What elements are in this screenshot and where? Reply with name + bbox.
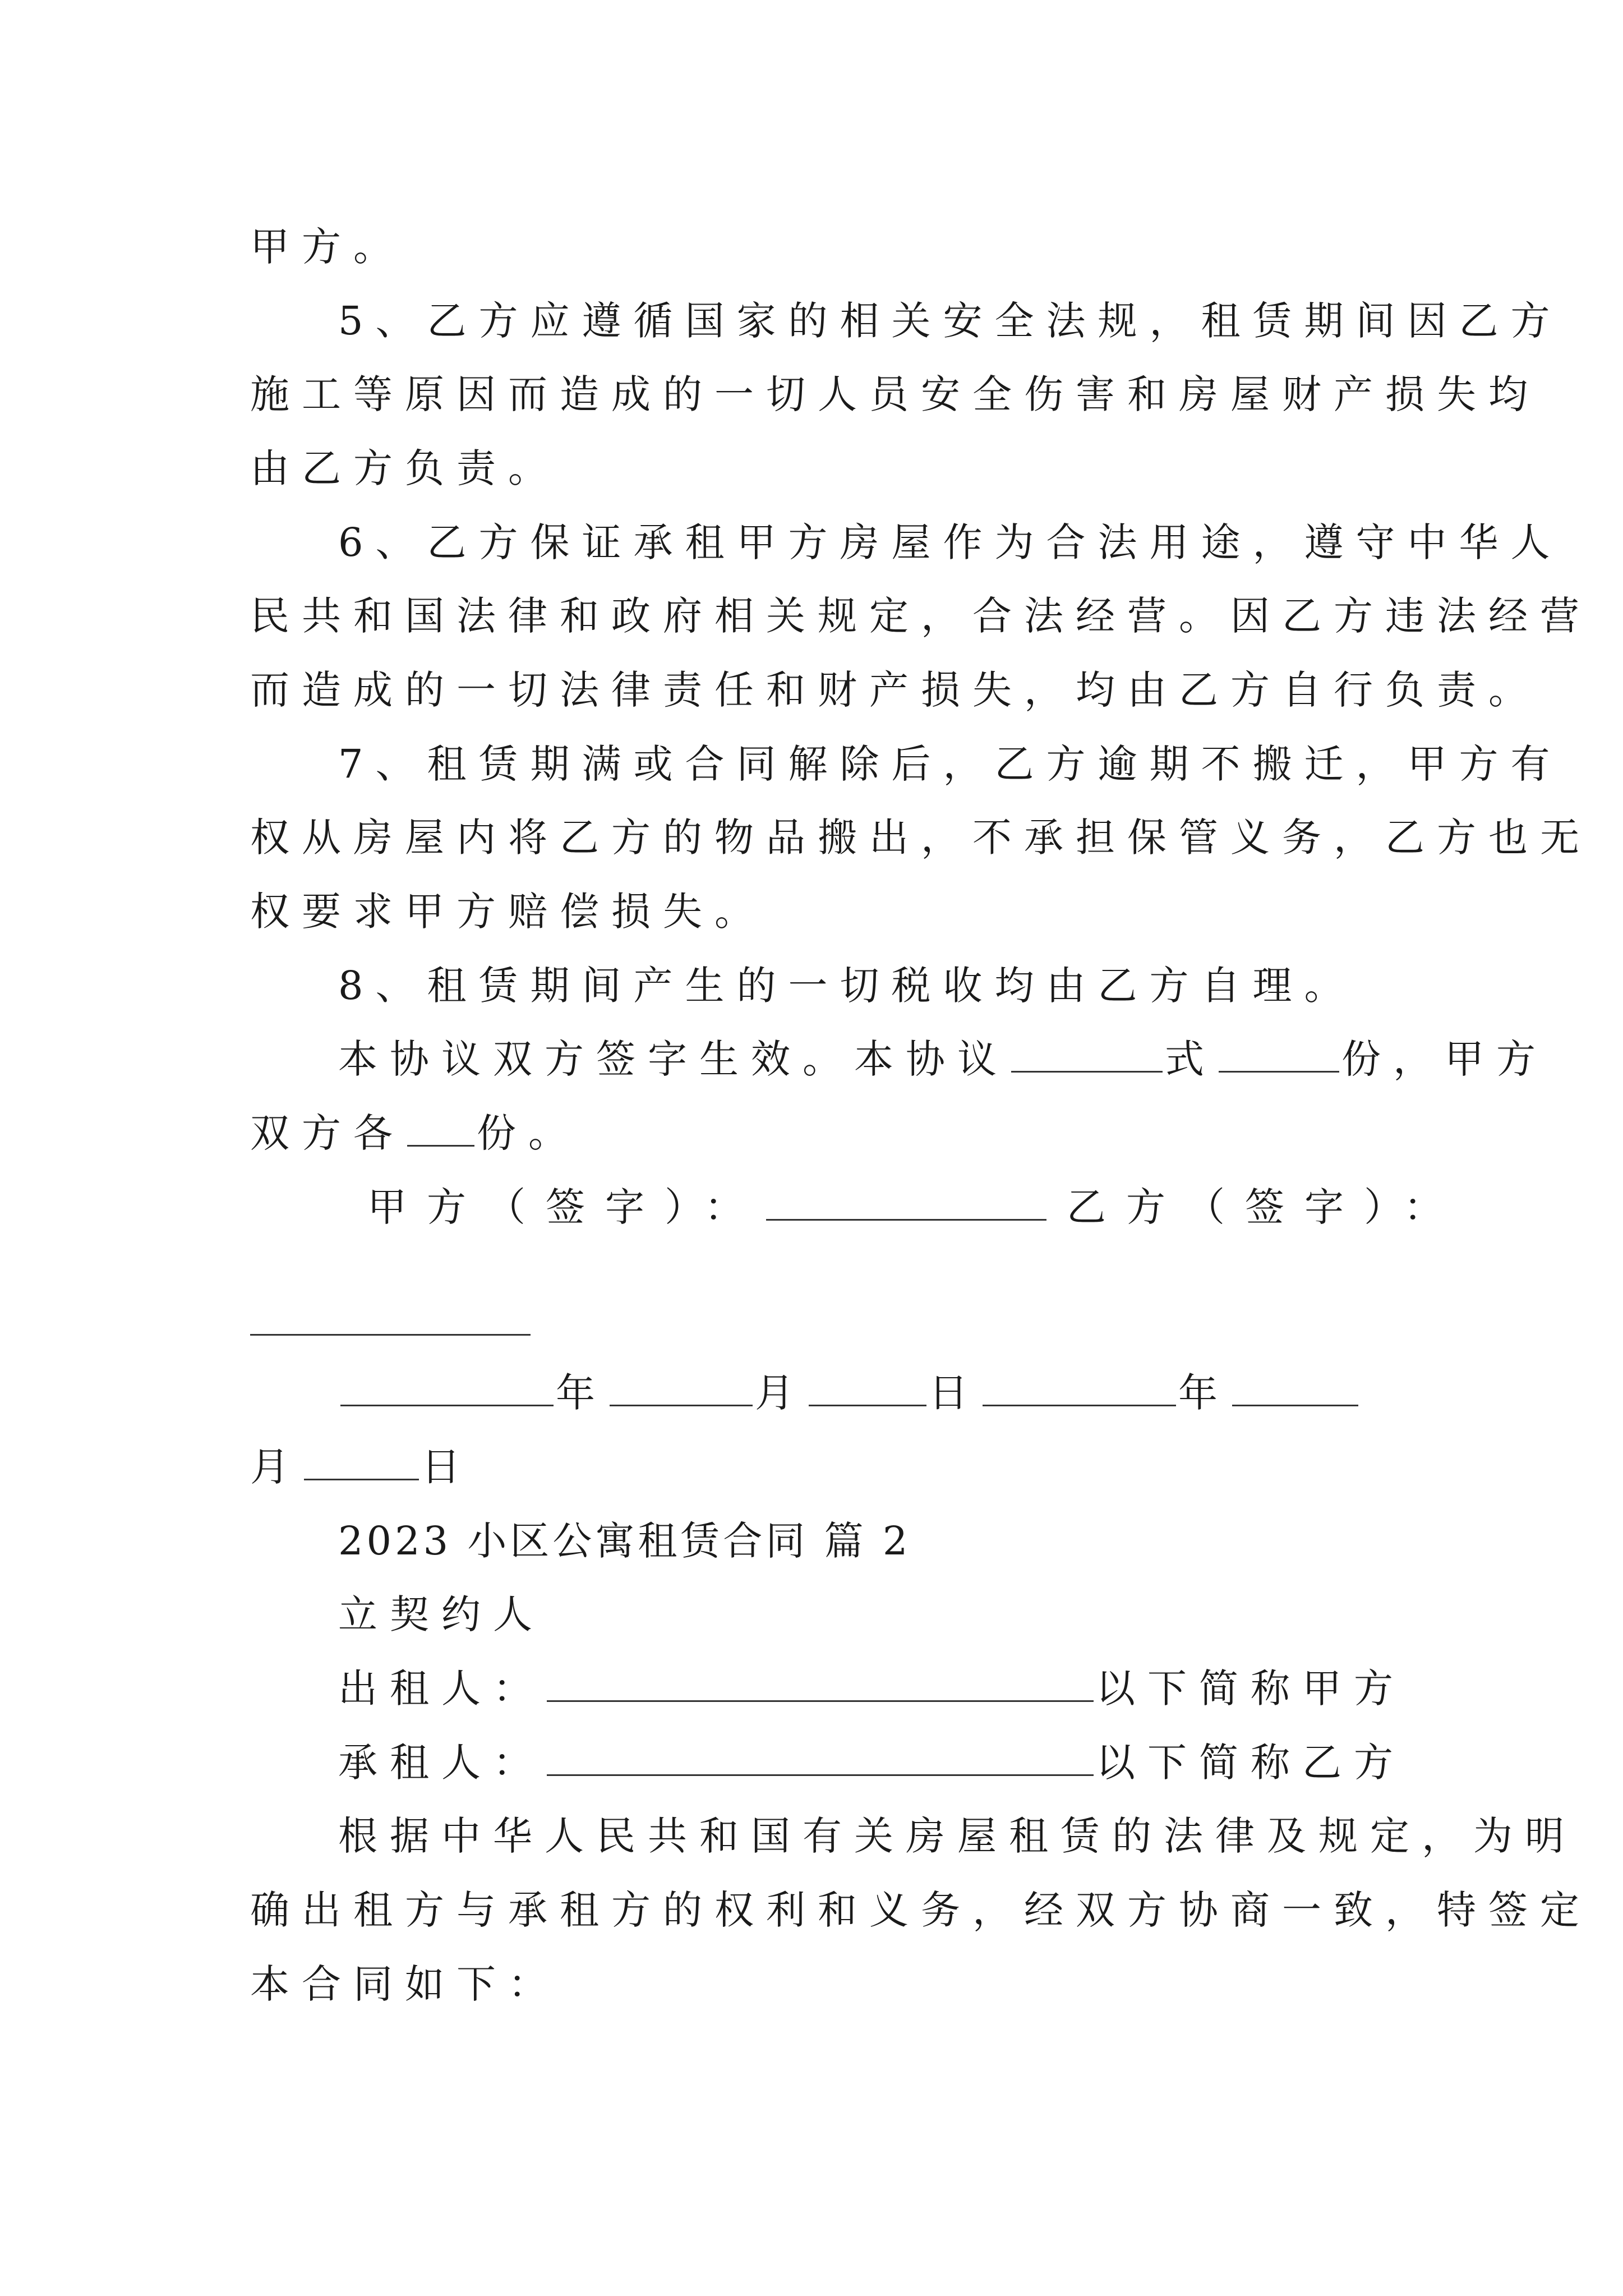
year-b-label: 年 <box>1178 1370 1230 1416</box>
lessee-label: 承租人： <box>338 1740 545 1786</box>
lessee-suffix: 以下简称乙方 <box>1096 1740 1405 1786</box>
copies-blank-1[interactable] <box>1011 1038 1163 1073</box>
day-a-blank[interactable] <box>809 1372 926 1406</box>
year-a-blank[interactable] <box>340 1372 554 1406</box>
clause-8-line: 8、租赁期间产生的一切税收均由乙方自理。 <box>338 963 1356 1009</box>
clause-6-line-2: 民共和国法律和政府相关规定，合法经营。因乙方违法经营 <box>250 593 1592 639</box>
clause-5-line-3: 由乙方负责。 <box>250 445 560 491</box>
day-b-blank[interactable] <box>304 1446 419 1480</box>
clause-7-line-2: 权从房屋内将乙方的物品搬出，不承担保管义务，乙方也无 <box>250 815 1592 861</box>
day-b-label: 日 <box>421 1444 473 1490</box>
day-a-label: 日 <box>929 1370 980 1416</box>
parties-heading: 立契约人 <box>338 1591 545 1637</box>
agreement-text-c: 份，甲方 <box>1341 1036 1548 1082</box>
party-a-signature-blank[interactable] <box>766 1186 1046 1221</box>
year-a-label: 年 <box>556 1370 607 1416</box>
clause-5-line-2: 施工等原因而造成的一切人员安全伤害和房屋财产损失均 <box>250 371 1540 417</box>
signature-row <box>367 1179 1463 1235</box>
preamble-line-3: 本合同如下： <box>250 1961 560 2007</box>
date-row <box>338 1365 1361 1421</box>
agreement-text-d: 双方各 <box>250 1110 405 1156</box>
month-b-label: 月 <box>250 1444 302 1490</box>
preamble-line-1: 根据中华人民共和国有关房屋租赁的法律及规定，为明 <box>338 1813 1576 1859</box>
party-b-signature-label: 乙方（签字）： <box>1067 1184 1463 1230</box>
agreement-text-a: 本协议双方签字生效。本协议 <box>338 1036 1009 1082</box>
clause-5-line-1: 5、乙方应遵循国家的相关安全法规，租赁期间因乙方 <box>338 298 1562 344</box>
month-b-blank-start[interactable] <box>1232 1372 1358 1406</box>
agreement-line-2 <box>250 1105 580 1161</box>
preamble-line-2: 确出租方与承租方的权利和义务，经双方协商一致，特签定 <box>250 1887 1592 1933</box>
text-line: 甲方。 <box>250 224 405 270</box>
year-b-blank[interactable] <box>983 1372 1176 1406</box>
clause-6-line-1: 6、乙方保证承租甲方房屋作为合法用途，遵守中华人 <box>338 519 1562 565</box>
lessor-row <box>338 1660 1405 1717</box>
month-a-label: 月 <box>755 1370 806 1416</box>
clause-7-line-3: 权要求甲方赔偿损失。 <box>250 889 766 935</box>
month-a-blank[interactable] <box>610 1372 753 1406</box>
date-row-continued <box>250 1439 473 1495</box>
section-2-title: 2023 小区公寓租赁合同 篇 2 <box>338 1518 911 1564</box>
agreement-text-b: 式 <box>1165 1036 1216 1082</box>
lessor-label: 出租人： <box>338 1665 545 1711</box>
clause-6-line-3: 而造成的一切法律责任和财产损失，均由乙方自行负责。 <box>250 667 1540 713</box>
lessor-name-blank[interactable] <box>547 1668 1094 1702</box>
clause-7-line-1: 7、租赁期满或合同解除后，乙方逾期不搬迁，甲方有 <box>338 741 1562 787</box>
agreement-line-1 <box>338 1031 1548 1087</box>
lessor-suffix: 以下简称甲方 <box>1096 1665 1405 1711</box>
party-a-signature-label: 甲方（签字）： <box>367 1184 764 1230</box>
copies-each-blank[interactable] <box>407 1112 474 1147</box>
party-b-signature-blank[interactable] <box>250 1334 531 1336</box>
copies-blank-2[interactable] <box>1219 1038 1339 1073</box>
agreement-text-e: 份。 <box>477 1110 580 1156</box>
lessee-name-blank[interactable] <box>547 1742 1094 1776</box>
lessee-row <box>338 1734 1405 1791</box>
